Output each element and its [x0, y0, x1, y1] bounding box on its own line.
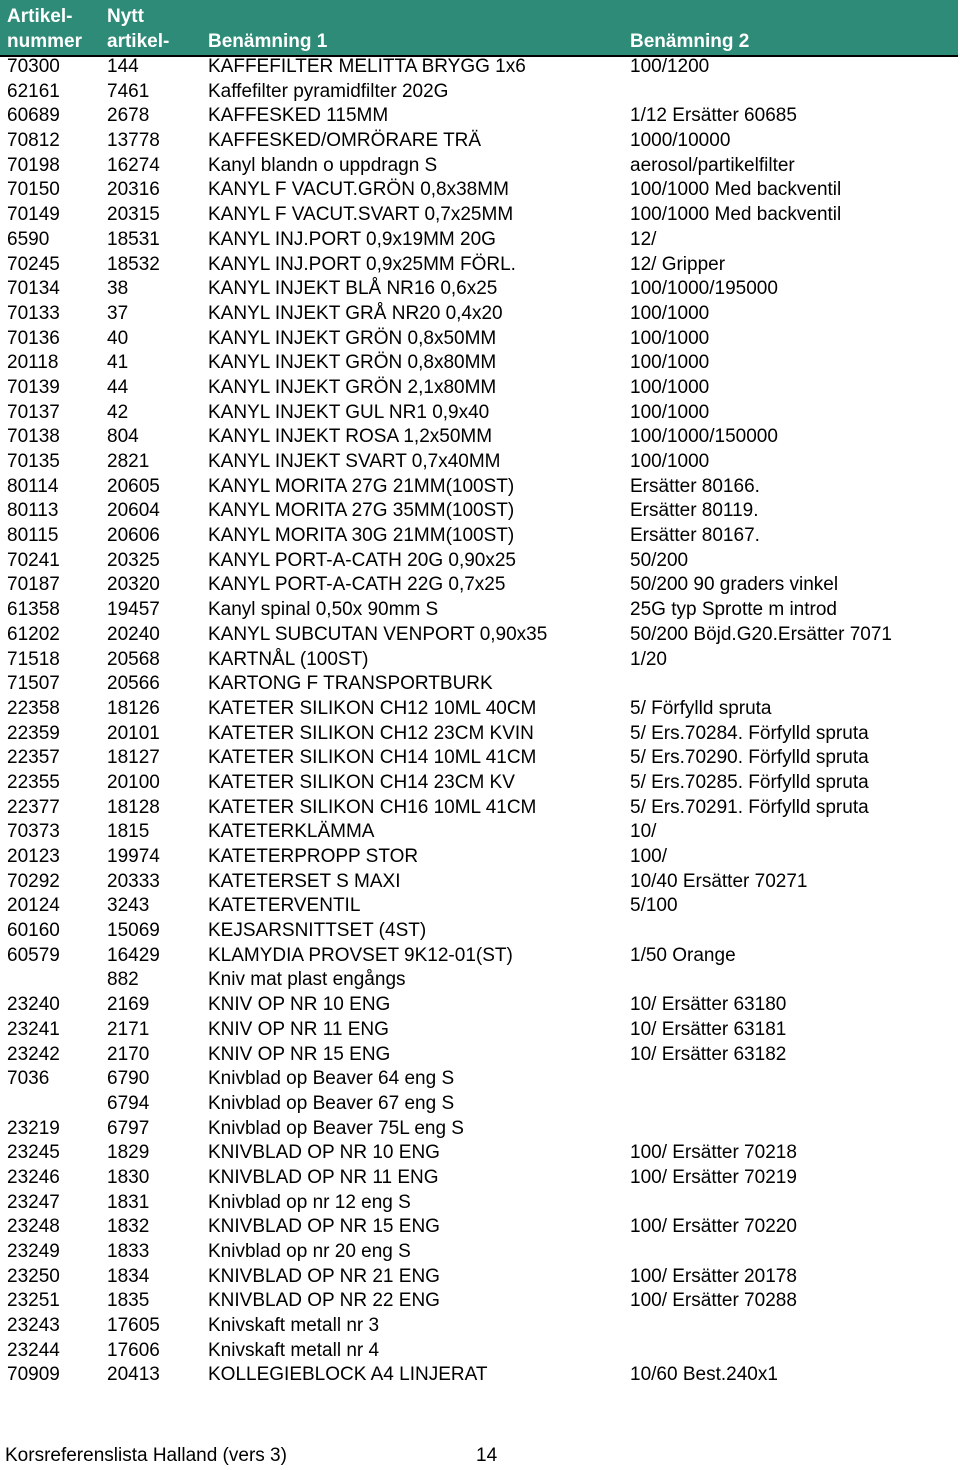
table-row [0, 746, 960, 771]
article-number-cell: 70135 [7, 451, 60, 472]
name-1-cell: KNIVBLAD OP NR 22 ENG [208, 1290, 440, 1312]
new-article-number-cell: 1815 [107, 821, 150, 843]
table-row [0, 401, 960, 426]
new-article-number-cell: 13778 [107, 130, 160, 152]
name-1-cell: KNIV OP NR 11 ENG [208, 1018, 389, 1040]
table-row [0, 1141, 960, 1166]
new-article-number-cell: 18128 [107, 796, 160, 818]
article-number-cell: 23242 [7, 1043, 60, 1065]
name-2-cell: 100/1000/150000 [630, 426, 778, 448]
article-number-cell: 23249 [7, 1241, 60, 1262]
name-2-cell: 100/1000/195000 [630, 278, 778, 300]
table-row [0, 104, 960, 129]
name-1-cell: KATETER SILIKON CH16 10ML 41CM [208, 796, 537, 818]
article-number-cell: 23243 [7, 1315, 60, 1337]
new-article-number-cell: 6797 [107, 1117, 150, 1139]
new-article-number-cell: 20568 [107, 648, 160, 670]
name-1-cell: Knivblad op nr 20 eng S [208, 1241, 411, 1262]
name-2-cell: 100/ [630, 846, 667, 867]
name-2-cell: 5/ Förfylld spruta [630, 697, 772, 719]
table-row [0, 1092, 960, 1117]
new-article-number-cell: 1832 [107, 1216, 150, 1238]
table-row [0, 894, 960, 919]
name-2-cell: Ersätter 80166. [630, 475, 760, 497]
article-number-cell: 6590 [7, 228, 50, 250]
name-2-cell: 100/ Ersätter 20178 [630, 1265, 797, 1287]
name-2-cell: 5/ Ers.70291. Förfylld spruta [630, 796, 869, 818]
article-number-cell: 23219 [7, 1117, 60, 1139]
new-article-number-cell: 1829 [107, 1142, 150, 1164]
new-article-number-cell: 18127 [107, 747, 160, 769]
table-row [0, 376, 960, 401]
new-article-number-cell: 1831 [107, 1191, 150, 1213]
article-number-cell: 23244 [7, 1339, 60, 1361]
article-number-cell: 70245 [7, 253, 60, 275]
name-1-cell: Knivblad op Beaver 64 eng S [208, 1068, 455, 1090]
table-header [0, 0, 958, 57]
name-1-cell: KNIV OP NR 15 ENG [208, 1043, 391, 1065]
new-article-number-cell: 20316 [107, 179, 160, 201]
new-article-number-cell: 17605 [107, 1315, 160, 1337]
article-number-cell: 70812 [7, 130, 60, 152]
name-2-cell: 5/100 [630, 895, 678, 917]
name-1-cell: Kanyl blandn o uppdragn S [208, 154, 438, 176]
name-1-cell: KAFFESKED 115MM [208, 105, 389, 127]
table-row [0, 549, 960, 574]
name-1-cell: Knivblad op nr 12 eng S [208, 1191, 411, 1213]
name-2-cell: Ersätter 80167. [630, 525, 760, 547]
name-1-cell: KLAMYDIA PROVSET 9K12-01(ST) [208, 944, 513, 966]
name-1-cell: KANYL SUBCUTAN VENPORT 0,90x35 [208, 623, 548, 645]
article-number-cell: 71507 [7, 673, 60, 695]
table-row [0, 672, 960, 697]
name-1-cell: KARTONG F TRANSPORTBURK [208, 673, 493, 695]
name-2-cell: 1/12 Ersätter 60685 [630, 105, 797, 127]
table-row [0, 351, 960, 376]
table-row [0, 55, 960, 80]
name-2-cell: 5/ Ers.70290. Förfylld spruta [630, 747, 869, 769]
name-2-cell: 100/1000 Med backventil [630, 204, 842, 226]
article-number-cell: 7036 [7, 1068, 50, 1090]
page-number: 14 [476, 1445, 498, 1466]
name-1-cell: KANYL INJEKT GUL NR1 0,9x40 [208, 401, 490, 423]
new-article-number-cell: 20240 [107, 623, 160, 645]
name-2-cell: 50/200 [630, 549, 689, 571]
new-article-number-cell: 15069 [107, 920, 160, 942]
table-row [0, 944, 960, 969]
name-1-cell: KATETERKLÄMMA [208, 821, 375, 843]
new-article-number-cell: 20604 [107, 500, 160, 522]
table-row [0, 1215, 960, 1240]
name-1-cell: Kniv mat plast engångs [208, 969, 406, 991]
new-article-number-cell: 882 [107, 969, 139, 991]
table-row [0, 598, 960, 623]
table-row [0, 450, 960, 475]
name-2-cell: 25G typ Sprotte m introd [630, 599, 837, 621]
new-article-number-cell: 2171 [107, 1018, 150, 1040]
new-article-number-cell: 6794 [107, 1092, 150, 1114]
article-number-cell: 23250 [7, 1265, 60, 1287]
table-row [0, 870, 960, 895]
name-2-cell: 5/ Ers.70284. Förfylld spruta [630, 722, 869, 744]
article-number-cell: 70149 [7, 204, 60, 226]
new-article-number-cell: 18531 [107, 228, 160, 250]
article-number-cell: 22357 [7, 747, 60, 769]
name-2-cell: 100/1000 [630, 401, 710, 423]
table-row [0, 154, 960, 179]
article-number-cell: 61358 [7, 599, 60, 621]
new-article-number-cell: 2170 [107, 1043, 150, 1065]
table-row [0, 697, 960, 722]
name-1-cell: KATETERPROPP STOR [208, 846, 419, 867]
name-1-cell: KNIVBLAD OP NR 15 ENG [208, 1216, 440, 1238]
table-row [0, 1240, 960, 1265]
article-number-cell: 23248 [7, 1216, 60, 1238]
new-article-number-cell: 7461 [107, 80, 150, 102]
article-number-cell: 80113 [7, 500, 59, 522]
name-1-cell: KARTNÅL (100ST) [208, 648, 369, 670]
table-row [0, 129, 960, 154]
table-row [0, 253, 960, 278]
table-row [0, 327, 960, 352]
article-number-cell: 80114 [7, 475, 59, 497]
name-1-cell: KANYL INJEKT SVART 0,7x40MM [208, 451, 501, 472]
article-number-cell: 62161 [7, 80, 60, 102]
article-number-cell: 23251 [7, 1290, 60, 1312]
article-number-cell: 70292 [7, 870, 60, 892]
table-body [0, 55, 960, 1388]
name-1-cell: KANYL F VACUT.GRÖN 0,8x38MM [208, 179, 509, 201]
name-1-cell: Knivskaft metall nr 4 [208, 1339, 380, 1361]
name-2-cell: 100/1000 [630, 376, 710, 398]
name-1-cell: KNIVBLAD OP NR 11 ENG [208, 1166, 439, 1188]
article-number-cell: 20123 [7, 846, 60, 867]
new-article-number-cell: 6790 [107, 1068, 150, 1090]
new-article-number-cell: 18532 [107, 253, 160, 275]
name-1-cell: KANYL INJEKT GRÖN 0,8x80MM [208, 352, 497, 374]
new-article-number-cell: 16429 [107, 944, 160, 966]
new-article-number-cell: 2169 [107, 994, 150, 1016]
header-name-1: Benämning 1 [208, 31, 328, 52]
name-2-cell: 100/ Ersätter 70220 [630, 1216, 797, 1238]
name-2-cell: 100/ Ersätter 70288 [630, 1290, 797, 1312]
name-2-cell: 1000/10000 [630, 130, 731, 152]
new-article-number-cell: 41 [107, 352, 129, 374]
article-number-cell: 23246 [7, 1166, 60, 1188]
article-number-cell: 20124 [7, 895, 60, 917]
name-2-cell: 10/ Ersätter 63182 [630, 1043, 787, 1065]
new-article-number-cell: 20325 [107, 549, 160, 571]
name-1-cell: KATETER SILIKON CH14 10ML 41CM [208, 747, 537, 769]
new-article-number-cell: 2678 [107, 105, 150, 127]
table-row [0, 1117, 960, 1142]
table-row [0, 178, 960, 203]
header-new-article-line1: Nytt [107, 6, 144, 27]
article-number-cell: 20118 [7, 352, 59, 374]
table-row [0, 1339, 960, 1364]
table-row [0, 1265, 960, 1290]
article-number-cell: 22355 [7, 771, 60, 793]
table-row [0, 1067, 960, 1092]
name-1-cell: KANYL MORITA 27G 35MM(100ST) [208, 500, 515, 522]
table-row [0, 648, 960, 673]
name-1-cell: KATETERSET S MAXI [208, 870, 401, 892]
table-row [0, 302, 960, 327]
table-row [0, 1018, 960, 1043]
name-2-cell: 10/60 Best.240x1 [630, 1364, 778, 1386]
name-1-cell: KOLLEGIEBLOCK A4 LINJERAT [208, 1364, 488, 1386]
table-row [0, 1314, 960, 1339]
table-row [0, 524, 960, 549]
name-1-cell: Kanyl spinal 0,50x 90mm S [208, 599, 439, 621]
table-row [0, 573, 960, 598]
name-1-cell: KATETER SILIKON CH14 23CM KV [208, 771, 515, 793]
table-row [0, 919, 960, 944]
article-number-cell: 70136 [7, 327, 60, 349]
article-number-cell: 70198 [7, 154, 60, 176]
new-article-number-cell: 804 [107, 426, 139, 448]
name-1-cell: KANYL INJEKT GRÖN 0,8x50MM [208, 327, 497, 349]
new-article-number-cell: 3243 [107, 895, 150, 917]
article-number-cell: 71518 [7, 648, 60, 670]
article-number-cell: 60579 [7, 944, 60, 966]
name-1-cell: Knivblad op Beaver 67 eng S [208, 1092, 455, 1114]
name-2-cell: 100/1000 Med backventil [630, 179, 842, 201]
article-number-cell: 23247 [7, 1191, 60, 1213]
new-article-number-cell: 20333 [107, 870, 160, 892]
name-1-cell: KANYL MORITA 30G 21MM(100ST) [208, 525, 515, 547]
article-number-cell: 23245 [7, 1142, 60, 1164]
name-2-cell: aerosol/partikelfilter [630, 154, 795, 176]
new-article-number-cell: 20413 [107, 1364, 160, 1386]
name-1-cell: KATETERVENTIL [208, 895, 361, 917]
new-article-number-cell: 20605 [107, 475, 160, 497]
name-1-cell: Knivskaft metall nr 3 [208, 1315, 380, 1337]
name-1-cell: KAFFEFILTER MELITTA BRYGG 1x6 [208, 56, 526, 77]
new-article-number-cell: 20315 [107, 204, 160, 226]
name-1-cell: KANYL INJEKT BLÅ NR16 0,6x25 [208, 278, 498, 300]
table-row [0, 968, 960, 993]
name-2-cell: 10/40 Ersätter 70271 [630, 870, 808, 892]
name-1-cell: KAFFESKED/OMRÖRARE TRÄ [208, 130, 482, 152]
header-new-article-line2: artikel- [107, 31, 170, 52]
new-article-number-cell: 17606 [107, 1339, 160, 1361]
article-number-cell: 22377 [7, 796, 60, 818]
table-row [0, 993, 960, 1018]
name-2-cell: 10/ Ersätter 63180 [630, 994, 787, 1016]
name-1-cell: KANYL INJEKT GRÖN 2,1x80MM [208, 376, 497, 398]
table-row [0, 475, 960, 500]
name-1-cell: KANYL INJEKT GRÅ NR20 0,4x20 [208, 302, 503, 324]
new-article-number-cell: 1830 [107, 1166, 150, 1188]
article-number-cell: 70909 [7, 1364, 60, 1386]
article-number-cell: 23240 [7, 994, 60, 1016]
article-number-cell: 22358 [7, 697, 60, 719]
name-1-cell: KATETER SILIKON CH12 23CM KVIN [208, 722, 534, 744]
new-article-number-cell: 44 [107, 376, 129, 398]
table-row [0, 771, 960, 796]
new-article-number-cell: 40 [107, 327, 129, 349]
name-2-cell: 100/ Ersätter 70218 [630, 1142, 797, 1164]
new-article-number-cell: 20100 [107, 771, 160, 793]
new-article-number-cell: 20320 [107, 574, 160, 596]
new-article-number-cell: 2821 [107, 451, 150, 472]
article-number-cell: 70137 [7, 401, 60, 423]
new-article-number-cell: 20606 [107, 525, 160, 547]
name-2-cell: 100/1000 [630, 451, 710, 472]
article-number-cell: 22359 [7, 722, 60, 744]
new-article-number-cell: 37 [107, 302, 129, 324]
article-number-cell: 70150 [7, 179, 60, 201]
table-row [0, 1191, 960, 1216]
name-2-cell: 50/200 90 graders vinkel [630, 574, 839, 596]
new-article-number-cell: 18126 [107, 697, 160, 719]
table-row [0, 425, 960, 450]
new-article-number-cell: 1835 [107, 1290, 150, 1312]
article-number-cell: 70300 [7, 56, 60, 77]
name-2-cell: 1/20 [630, 648, 667, 670]
name-1-cell: KNIV OP NR 10 ENG [208, 994, 391, 1016]
name-2-cell: 5/ Ers.70285. Förfylld spruta [630, 771, 869, 793]
table-row [0, 228, 960, 253]
name-1-cell: Knivblad op Beaver 75L eng S [208, 1117, 464, 1139]
article-number-cell: 70187 [7, 574, 60, 596]
table-row [0, 203, 960, 228]
name-1-cell: Kaffefilter pyramidfilter 202G [208, 80, 449, 102]
new-article-number-cell: 20101 [107, 722, 160, 744]
new-article-number-cell: 19974 [107, 846, 160, 867]
article-number-cell: 70133 [7, 302, 60, 324]
new-article-number-cell: 144 [107, 56, 139, 77]
article-number-cell: 70134 [7, 278, 60, 300]
name-1-cell: KNIVBLAD OP NR 10 ENG [208, 1142, 440, 1164]
name-2-cell: 100/1200 [630, 56, 710, 77]
name-2-cell: 10/ Ersätter 63181 [630, 1018, 787, 1040]
name-2-cell: 100/1000 [630, 327, 710, 349]
name-2-cell: 12/ Gripper [630, 253, 726, 275]
name-1-cell: KANYL MORITA 27G 21MM(100ST) [208, 475, 515, 497]
table-row [0, 623, 960, 648]
name-1-cell: KANYL PORT-A-CATH 20G 0,90x25 [208, 549, 516, 571]
name-1-cell: KANYL INJ.PORT 0,9x25MM FÖRL. [208, 253, 516, 275]
new-article-number-cell: 1833 [107, 1241, 150, 1262]
name-1-cell: KEJSARSNITTSET (4ST) [208, 920, 427, 942]
new-article-number-cell: 42 [107, 401, 129, 423]
table-row [0, 722, 960, 747]
table-row [0, 1289, 960, 1314]
article-number-cell: 60689 [7, 105, 60, 127]
table-row [0, 499, 960, 524]
name-1-cell: KATETER SILIKON CH12 10ML 40CM [208, 697, 537, 719]
article-number-cell: 70241 [7, 549, 60, 571]
article-number-cell: 70373 [7, 821, 60, 843]
name-2-cell: 100/ Ersätter 70219 [630, 1166, 797, 1188]
name-2-cell: 10/ [630, 821, 657, 843]
new-article-number-cell: 38 [107, 278, 129, 300]
article-number-cell: 80115 [7, 525, 59, 547]
table-row [0, 845, 960, 870]
name-1-cell: KANYL INJ.PORT 0,9x19MM 20G [208, 228, 496, 250]
table-row [0, 1043, 960, 1068]
name-1-cell: KANYL F VACUT.SVART 0,7x25MM [208, 204, 514, 226]
table-row [0, 80, 960, 105]
article-number-cell: 60160 [7, 920, 60, 942]
name-2-cell: 100/1000 [630, 302, 710, 324]
footer-title: Korsreferenslista Halland (vers 3) [5, 1445, 287, 1466]
new-article-number-cell: 1834 [107, 1265, 150, 1287]
name-2-cell: 12/ [630, 228, 657, 250]
article-number-cell: 70139 [7, 376, 60, 398]
name-1-cell: KNIVBLAD OP NR 21 ENG [208, 1265, 440, 1287]
name-1-cell: KANYL INJEKT ROSA 1,2x50MM [208, 426, 493, 448]
article-number-cell: 70138 [7, 426, 60, 448]
name-2-cell: 100/1000 [630, 352, 710, 374]
header-name-2: Benämning 2 [630, 31, 750, 52]
name-1-cell: KANYL PORT-A-CATH 22G 0,7x25 [208, 574, 506, 596]
table-row [0, 1166, 960, 1191]
article-number-cell: 23241 [7, 1018, 60, 1040]
table-row [0, 277, 960, 302]
name-2-cell: Ersätter 80119. [630, 500, 759, 522]
new-article-number-cell: 19457 [107, 599, 160, 621]
article-number-cell: 61202 [7, 623, 60, 645]
new-article-number-cell: 20566 [107, 673, 160, 695]
new-article-number-cell: 16274 [107, 154, 160, 176]
name-2-cell: 1/50 Orange [630, 944, 736, 966]
header-article-number-line2: nummer [7, 31, 82, 52]
table-row [0, 796, 960, 821]
name-2-cell: 50/200 Böjd.G20.Ersätter 7071 [630, 623, 892, 645]
table-row [0, 1363, 960, 1388]
header-article-number-line1: Artikel- [7, 6, 73, 27]
table-row [0, 820, 960, 845]
